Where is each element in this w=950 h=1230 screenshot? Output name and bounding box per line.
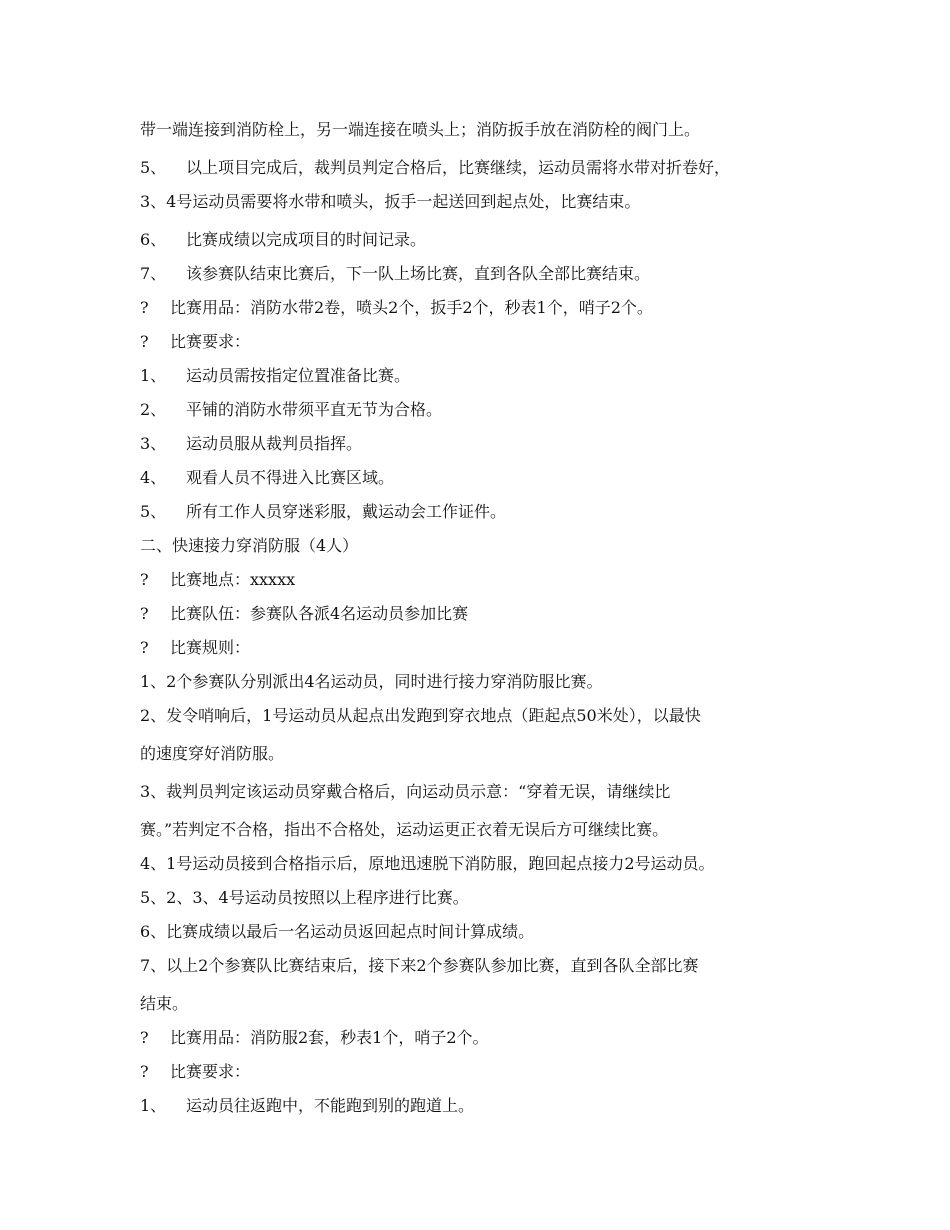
- bullet-mark: ?: [140, 332, 149, 351]
- paragraph-line: [140, 568, 830, 602]
- paragraph-line: [140, 1094, 830, 1128]
- line-text: 比赛规则：: [170, 638, 251, 657]
- paragraph-line: [140, 670, 830, 704]
- bullet-mark: ?: [140, 638, 149, 657]
- paragraph-line: [140, 228, 830, 262]
- line-text: 2、发令哨响后，1号运动员从起点出发跑到穿衣地点（距起点50米处），以最快: [140, 706, 701, 725]
- line-text: 带一端连接到消防栓上，另一端连接在喷头上；消防扳手放在消防栓的阀门上。: [140, 120, 701, 139]
- line-text: 比赛用品：消防服2套，秒表1个，哨子2个。: [170, 1028, 489, 1047]
- section-heading: [140, 534, 830, 568]
- line-number: 7、: [140, 264, 167, 283]
- line-number: 1、: [140, 366, 167, 385]
- line-number: 3、: [140, 434, 167, 453]
- paragraph-line: [140, 330, 830, 364]
- paragraph-line: [140, 602, 830, 636]
- line-text: 1、2个参赛队分别派出4名运动员，同时进行接力穿消防服比赛。: [140, 672, 603, 691]
- line-text: 比赛成绩以完成项目的时间记录。: [186, 230, 427, 249]
- document-body: [140, 118, 830, 1128]
- paragraph-line: [140, 500, 830, 534]
- line-text: 的速度穿好消防服。: [140, 744, 285, 763]
- line-text: 比赛要求：: [170, 1062, 251, 1081]
- line-text: 观看人员不得进入比赛区域。: [186, 468, 395, 487]
- paragraph-line: [140, 742, 830, 780]
- line-number: 6、: [140, 230, 167, 249]
- paragraph-line: [140, 262, 830, 296]
- line-number: 5、: [140, 158, 167, 177]
- bullet-mark: ?: [140, 1062, 149, 1081]
- line-text: 运动员需按指定位置准备比赛。: [186, 366, 411, 385]
- line-text: 二、快速接力穿消防服（4人）: [140, 536, 359, 555]
- line-text: 5、2、3、4号运动员按照以上程序进行比赛。: [140, 888, 469, 907]
- paragraph-line: [140, 1026, 830, 1060]
- line-text: 运动员服从裁判员指挥。: [186, 434, 363, 453]
- line-text: 4、1号运动员接到合格指示后，原地迅速脱下消防服，跑回起点接力2号运动员。: [140, 854, 715, 873]
- paragraph-line: [140, 190, 830, 228]
- bullet-mark: ?: [140, 604, 149, 623]
- paragraph-line: [140, 920, 830, 954]
- paragraph-line: [140, 992, 830, 1026]
- bullet-mark: ?: [140, 1028, 149, 1047]
- line-text: 6、比赛成绩以最后一名运动员返回起点时间计算成绩。: [140, 922, 535, 941]
- line-text: 3、4号运动员需要将水带和喷头，扳手一起送回到起点处，比赛结束。: [140, 192, 641, 211]
- line-text: 平铺的消防水带须平直无节为合格。: [186, 400, 443, 419]
- paragraph-line: [140, 704, 830, 742]
- paragraph-line: [140, 364, 830, 398]
- line-number: 2、: [140, 400, 167, 419]
- paragraph-line: [140, 780, 830, 818]
- line-text: 赛。”若判定不合格，指出不合格处，运动运更正衣着无误后方可继续比赛。: [140, 820, 669, 839]
- line-text: 运动员往返跑中，不能跑到别的跑道上。: [186, 1096, 475, 1115]
- line-text: 比赛用品：消防水带2卷，喷头2个，扳手2个，秒表1个，哨子2个。: [170, 298, 653, 317]
- line-text: 结束。: [140, 994, 189, 1013]
- paragraph-line: [140, 852, 830, 886]
- paragraph-line: [140, 636, 830, 670]
- paragraph-line: [140, 156, 830, 190]
- line-number: 5、: [140, 502, 167, 521]
- paragraph-line: [140, 432, 830, 466]
- line-text: 7、以上2个参赛队比赛结束后，接下来2个参赛队参加比赛，直到各队全部比赛: [140, 956, 699, 975]
- line-text: 所有工作人员穿迷彩服，戴运动会工作证件。: [186, 502, 507, 521]
- paragraph-line: [140, 886, 830, 920]
- paragraph-line: [140, 818, 830, 852]
- paragraph-line: [140, 296, 830, 330]
- line-text: 该参赛队结束比赛后，下一队上场比赛，直到各队全部比赛结束。: [186, 264, 651, 283]
- line-number: 1、: [140, 1096, 167, 1115]
- line-text: 以上项目完成后，裁判员判定合格后，比赛继续，运动员需将水带对折卷好，: [186, 158, 731, 177]
- paragraph-line: [140, 1060, 830, 1094]
- paragraph-line: [140, 118, 830, 156]
- line-text: 比赛地点：xxxxx: [170, 570, 296, 589]
- line-number: 4、: [140, 468, 167, 487]
- line-text: 比赛队伍：参赛队各派4名运动员参加比赛: [170, 604, 469, 623]
- paragraph-line: [140, 466, 830, 500]
- paragraph-line: [140, 398, 830, 432]
- line-text: 比赛要求：: [170, 332, 251, 351]
- paragraph-line: [140, 954, 830, 992]
- bullet-mark: ?: [140, 570, 149, 589]
- line-text: 3、裁判员判定该运动员穿戴合格后，向运动员示意：“穿着无误，请继续比: [140, 782, 671, 801]
- bullet-mark: ?: [140, 298, 149, 317]
